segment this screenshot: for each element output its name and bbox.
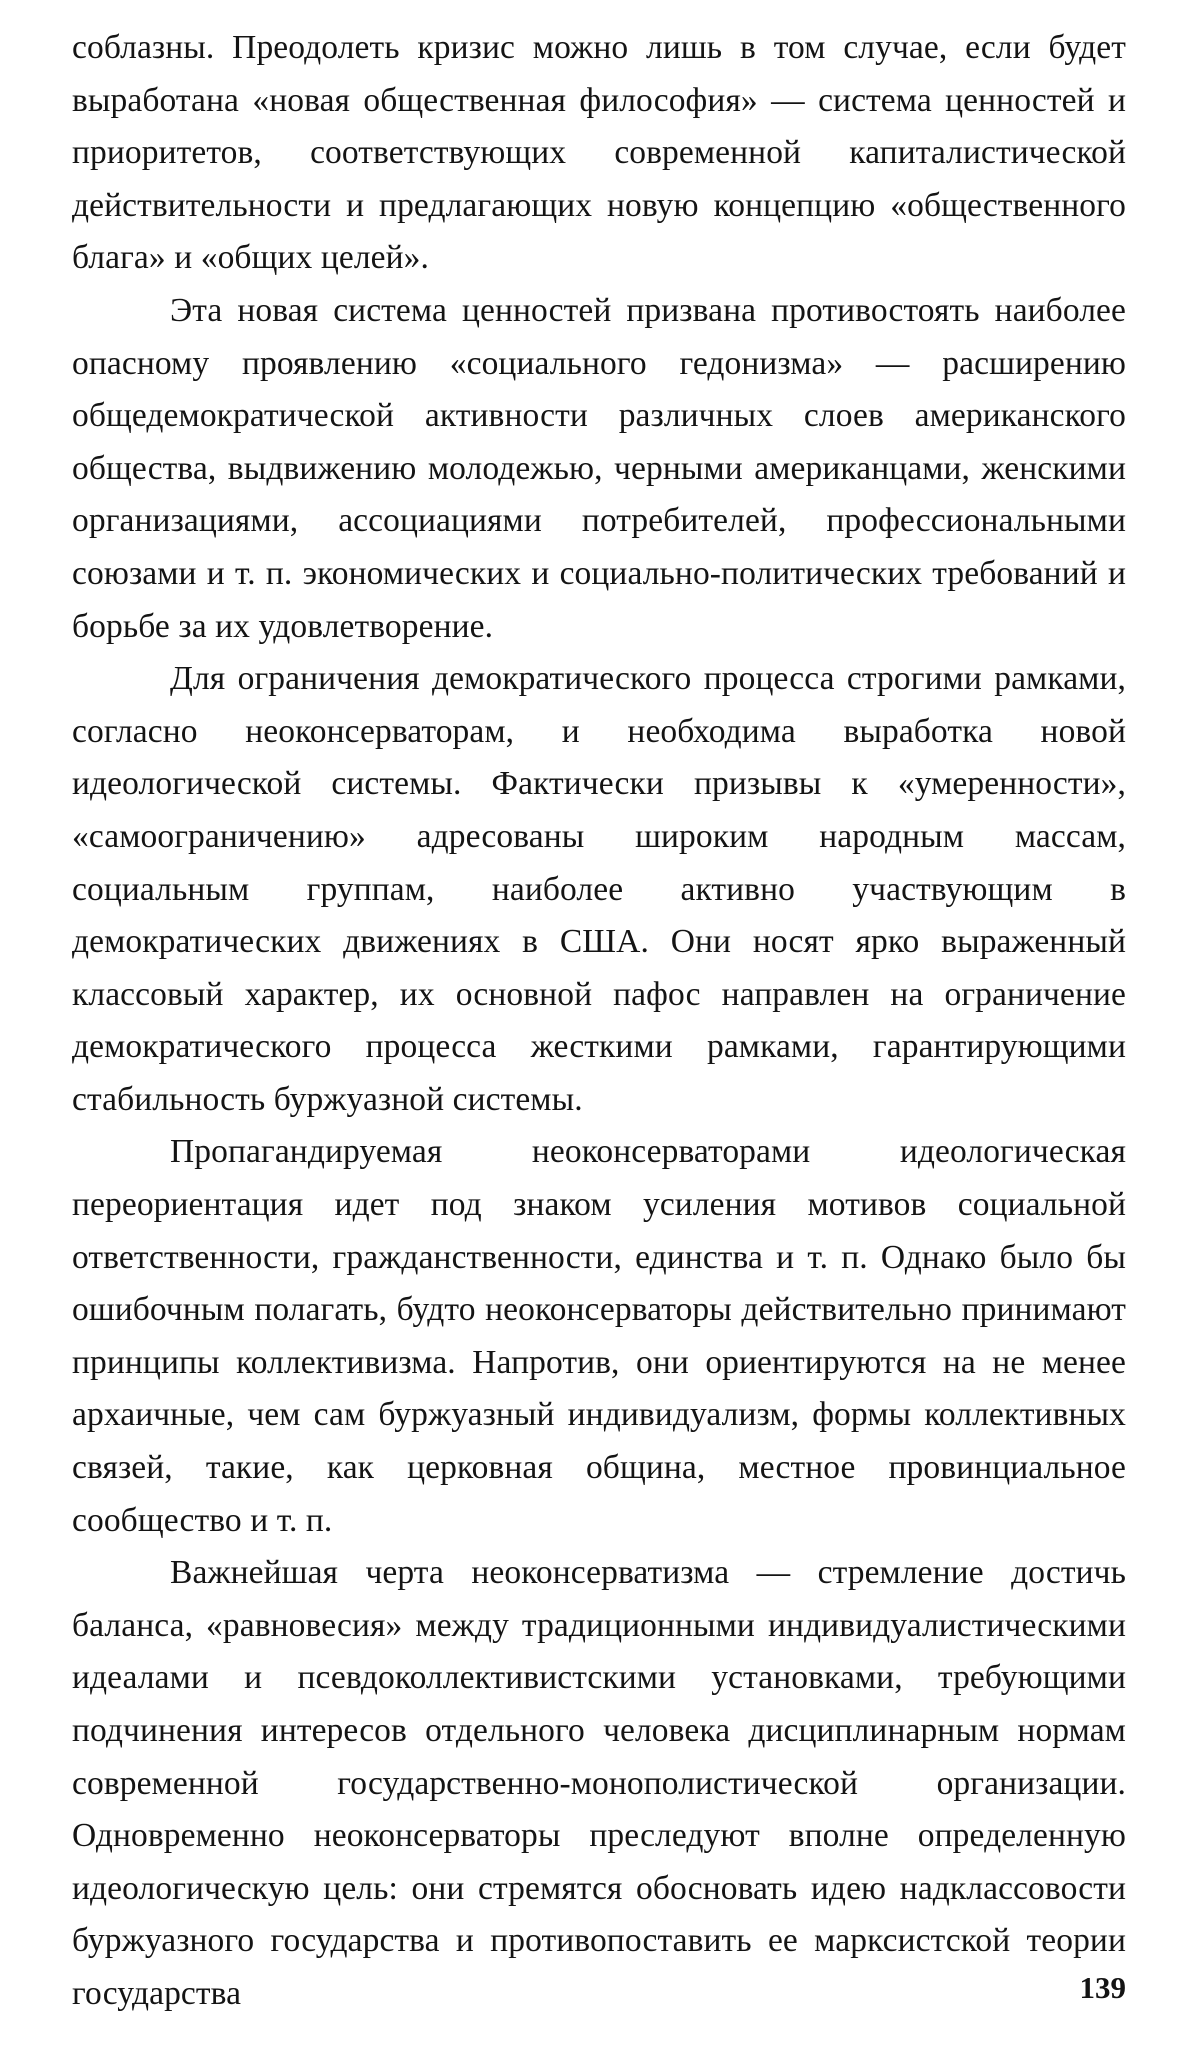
paragraph-4: Пропагандируемая неоконсерваторами идеологическая переориентация идет под знаком усиления мотивов социальной ответственности, гражданственности, единства и т. п. Однако было бы ошибочным полагать, будто неоконсерваторы действительно принимают принципы коллективизма. Напротив, они ориентируются на не менее архаичные, чем сам буржуазный индивидуализм, формы коллективных связей, такие, как церковная община, местное провинциальное сообщество и т. п.: [72, 1133, 1126, 1539]
paragraph-2: Эта новая система ценностей призвана противостоять наиболее опасному проявлению «социального гедонизма» — расширению общедемократической активности различных слоев американского общества, выдвижению молодежью, черными американцами, женскими организациями, ассоциациями потребителей, профессиональными союзами и т. п. экономических и социально-политических требований и борьбе за их удовлетворение.: [72, 291, 1126, 645]
page-number: 139: [1079, 1970, 1126, 2005]
paragraph-1: соблазны. Преодолеть кризис можно лишь в том случае, если будет выработана «новая общественная философия» — система ценностей и приоритетов, соответствующих современной капиталистической действительности и предлагающих новую концепцию «общественного блага» и «общих целей».: [72, 29, 1126, 277]
page-body: [72, 22, 1126, 2021]
paragraph-3: Для ограничения демократического процесса строгими рамками, согласно неоконсерваторам, и необходима выработка новой идеологической системы. Фактически призывы к «умеренности», «самоограничению» адресованы широким народным массам, социальным группам, наиболее активно участвующим в демократических движениях в США. Они носят ярко выраженный классовый характер, их основной пафос направлен на ограничение демократического процесса жесткими рамками, гарантирующими стабильность буржуазной системы.: [72, 660, 1126, 1118]
paragraph-5: Важнейшая черта неоконсерватизма — стремление достичь баланса, «равновесия» между традиционными индивидуалистическими идеалами и псевдоколлективистскими установками, требующими подчинения интересов отдельного человека дисциплинарным нормам современной государственно-монополистической организации. Одновременно неоконсерваторы преследуют вполне определенную идеологическую цель: они стремятся обосновать идею надклассовости буржуазного государства и противопоставить ее марксистской теории государства: [72, 1554, 1126, 2012]
